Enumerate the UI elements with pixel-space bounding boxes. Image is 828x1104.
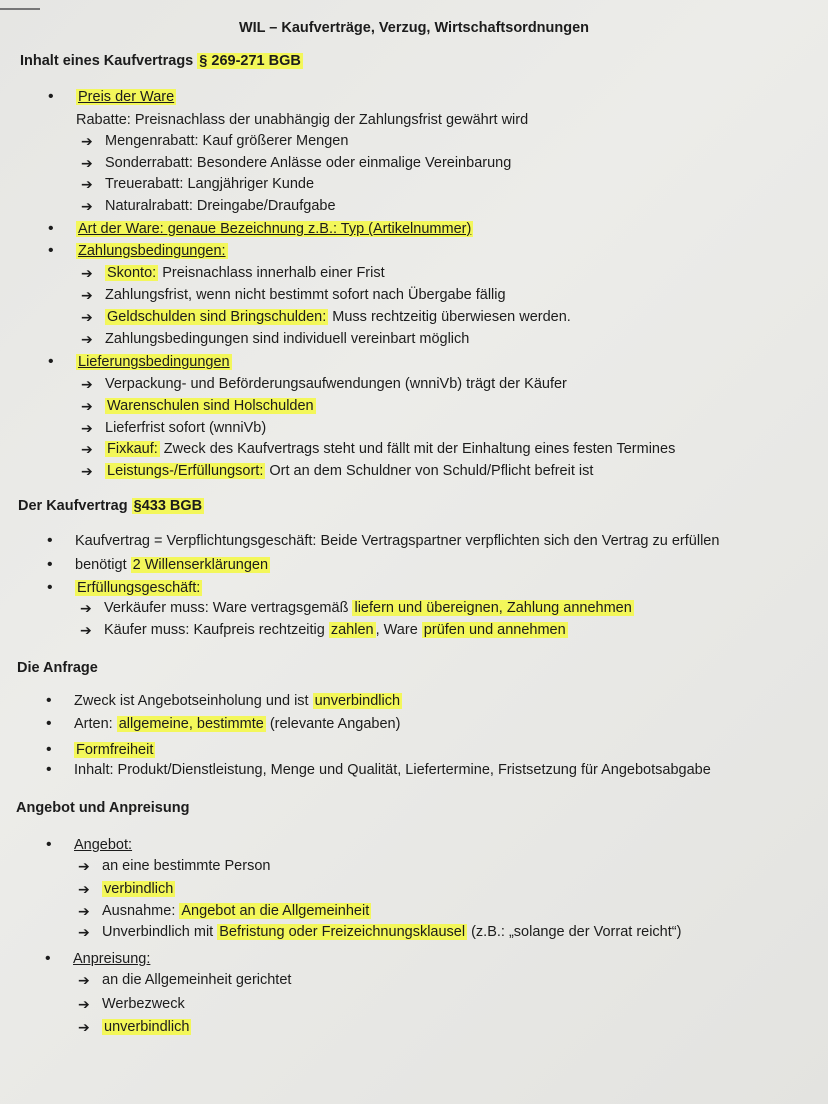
list-item: ➔ Mengenrabatt: Kauf größerer Mengen (105, 131, 348, 151)
list-item (104, 598, 634, 618)
list-item: ➔ Verpackung- und Beförderungsaufwendungen (wnniVb) trägt der Käufer (105, 374, 567, 394)
item-text: Warenschulen sind Holschulden (107, 398, 314, 414)
item-text: Geldschulden sind Bringschulden: (107, 309, 327, 325)
item-text: Arten: (74, 716, 117, 732)
item-text: Skonto: (107, 265, 157, 281)
list-item (76, 241, 228, 261)
item-text: Erfüllungsgeschäft: (77, 580, 201, 596)
list-item (74, 740, 155, 760)
list-item (104, 620, 568, 640)
list-item: ➔ Naturalrabatt: Dreingabe/Draufgabe (105, 196, 336, 216)
item-text: Zweck ist Angebotseinholung und ist (74, 693, 313, 709)
list-item (105, 461, 593, 481)
section-heading-anfrage: Die Anfrage (17, 660, 98, 676)
section-heading-kaufvertrag (18, 498, 204, 514)
list-item (105, 439, 675, 459)
item-text: Ausnahme: (102, 903, 180, 919)
list-item: • Kaufvertrag = Verpflichtungsgeschäft: Beide Vertragspartner verpflichten sich den Vertrag zu erfüllen (75, 531, 719, 551)
list-item (105, 396, 316, 416)
item-text: allgemeine, bestimmte (118, 716, 264, 732)
list-item: Rabatte: Preisnachlass der unabhängig der Zahlungsfrist gewährt wird (76, 112, 529, 128)
item-text: Zweck des Kaufvertrags steht und fällt mit der Einhaltung eines festen Termines (159, 441, 676, 457)
list-item: ➔ Lieferfrist sofort (wnniVb) (105, 418, 266, 438)
list-item (102, 901, 371, 921)
list-item: ➔ Treuerabatt: Langjähriger Kunde (105, 174, 314, 194)
item-text: benötigt (75, 557, 131, 573)
item-text: Verkäufer muss: Ware vertragsgemäß (104, 600, 353, 616)
item-text: Zahlungsbedingungen: (78, 243, 226, 259)
paper-corner-mark (0, 8, 40, 10)
list-item: ➔ an eine bestimmte Person (102, 856, 270, 876)
heading-highlight: §433 BGB (133, 498, 203, 514)
item-text: Ort an dem Schuldner von Schuld/Pflicht befreit ist (265, 463, 594, 479)
item-text: Käufer muss: Kaufpreis rechtzeitig (104, 622, 329, 638)
page-title: WIL – Kaufverträge, Verzug, Wirtschaftsordnungen (238, 20, 590, 36)
list-item (102, 1017, 191, 1037)
list-item (76, 87, 176, 107)
list-item: ➔ an die Allgemeinheit gerichtet (102, 970, 291, 990)
list-item (73, 949, 150, 969)
item-text: Angebot: (74, 837, 133, 853)
list-item (75, 578, 202, 598)
list-item (105, 263, 385, 283)
item-text: prüfen und annehmen (423, 622, 566, 638)
item-text: Preis der Ware (78, 89, 175, 105)
list-item: ➔ Sonderrabatt: Besondere Anlässe oder einmalige Vereinbarung (105, 153, 511, 173)
list-item: ➔ Zahlungsbedingungen sind individuell vereinbart möglich (105, 329, 469, 349)
item-text: unverbindlich (104, 1019, 190, 1035)
item-text: Art der Ware: genaue Bezeichnung z.B.: Typ (Artikelnummer) (78, 221, 472, 237)
list-item (74, 691, 402, 711)
list-item (76, 352, 232, 372)
list-item: ➔ Zahlungsfrist, wenn nicht bestimmt sofort nach Übergabe fällig (105, 285, 506, 305)
item-text: Fixkauf: (107, 441, 158, 457)
item-text: Befristung oder Freizeichnungsklausel (219, 924, 466, 940)
list-item (102, 879, 175, 899)
item-text: Lieferungsbedingungen (78, 354, 230, 370)
list-item (105, 307, 571, 327)
list-item: • Inhalt: Produkt/Dienstleistung, Menge und Qualität, Liefertermine, Fristsetzung für Angebotsabgabe (74, 760, 711, 780)
list-item (75, 555, 270, 575)
item-text: unverbindlich (314, 693, 401, 709)
list-item: ➔ Werbezweck (102, 994, 185, 1014)
item-text: (relevante Angaben) (265, 716, 401, 732)
item-text: 2 Willenserklärungen (132, 557, 269, 573)
list-item (74, 714, 400, 734)
heading-text: Inhalt eines Kaufvertrags (20, 53, 198, 69)
list-item (102, 922, 681, 942)
item-text: Angebot an die Allgemeinheit (181, 903, 370, 919)
item-text: liefern und übereignen, Zahlung annehmen (354, 600, 632, 616)
heading-highlight: § 269-271 BGB (199, 53, 301, 69)
item-text: Unverbindlich mit (102, 924, 218, 940)
item-text: Anpreisung: (73, 951, 151, 967)
item-text: zahlen (330, 622, 374, 638)
section-heading-angebot: Angebot und Anpreisung (16, 800, 190, 816)
list-item (74, 835, 132, 855)
item-text: , Ware (375, 622, 422, 638)
item-text: Leistungs-/Erfüllungsort: (107, 463, 264, 479)
section-heading-inhalt (20, 53, 303, 69)
item-text: Preisnachlass innerhalb einer Frist (158, 265, 385, 281)
item-text: (z.B.: „solange der Vorrat reicht“) (467, 924, 682, 940)
item-text: verbindlich (104, 881, 174, 897)
heading-text: Der Kaufvertrag (18, 498, 132, 514)
item-text: Formfreiheit (76, 742, 154, 758)
list-item (76, 219, 473, 239)
item-text: Muss rechtzeitig überwiesen werden. (328, 309, 571, 325)
